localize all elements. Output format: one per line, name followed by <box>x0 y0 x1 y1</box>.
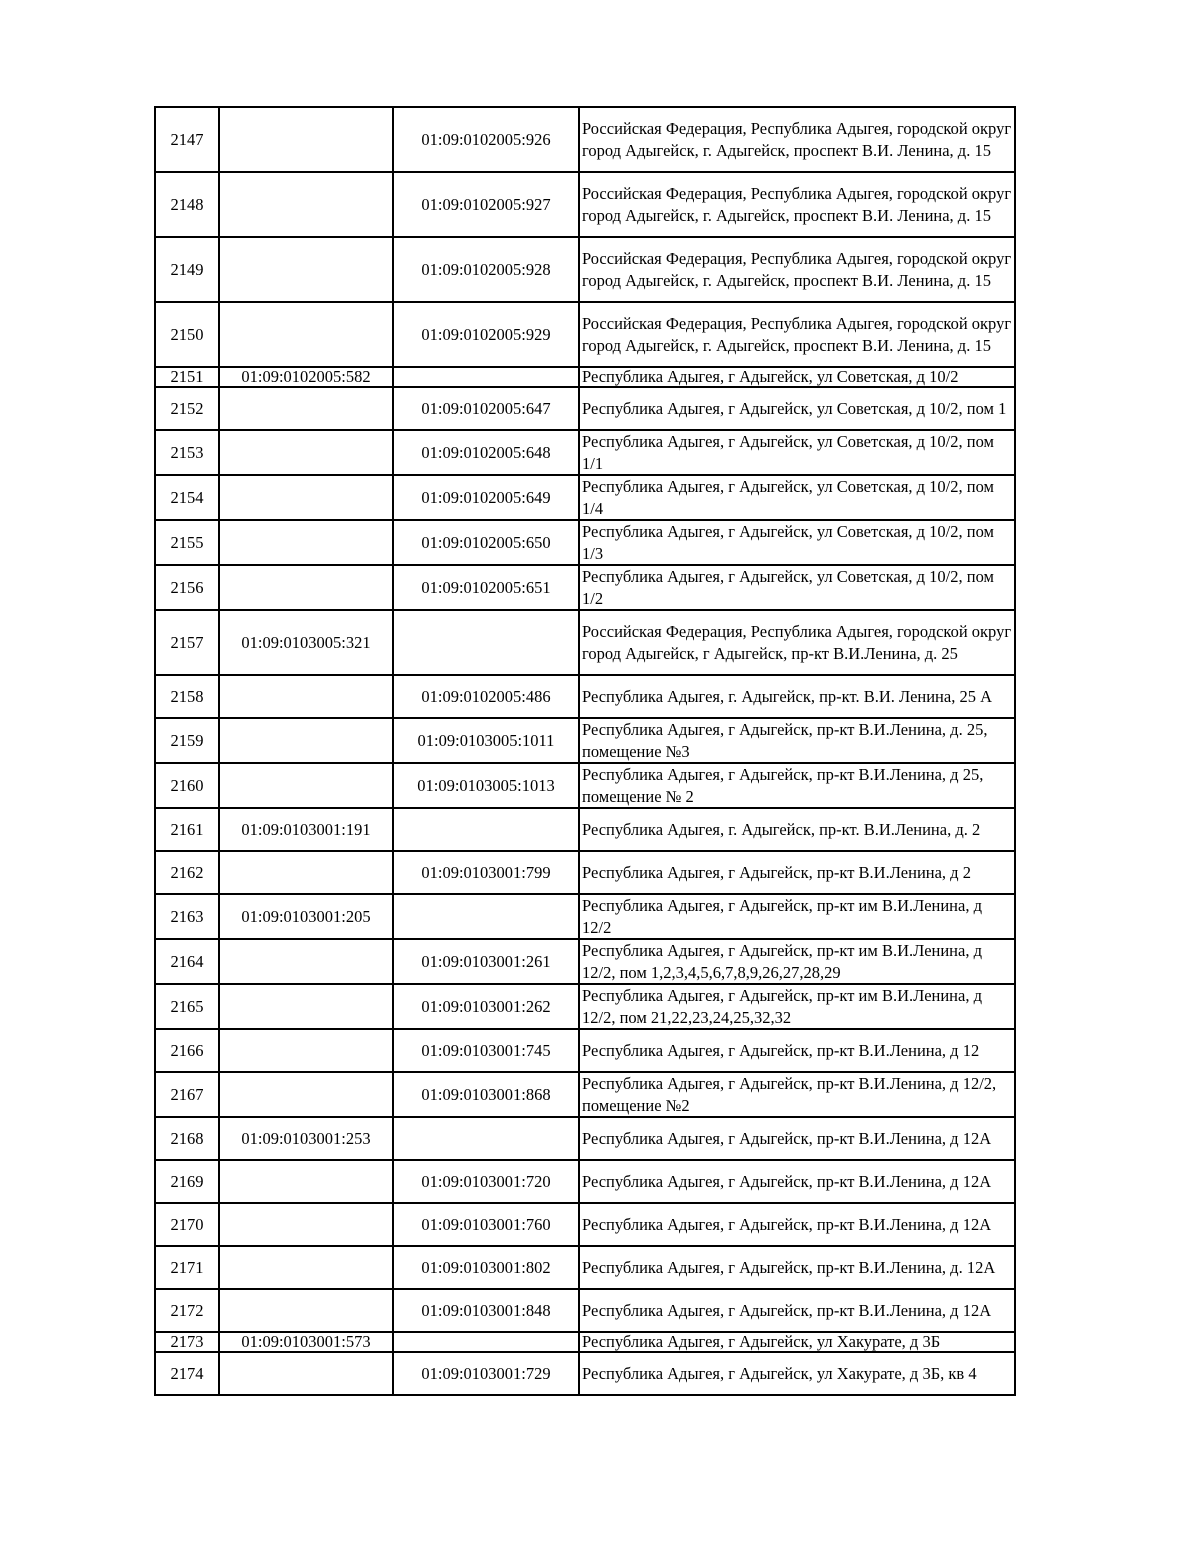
table-row <box>155 107 1015 172</box>
row-number: 2150 <box>155 302 219 367</box>
address: Республика Адыгея, г. Адыгейск, пр-кт. В.И. Ленина, 25 А <box>579 675 1015 718</box>
object-cadastral-number: 01:09:0103001:868 <box>393 1072 579 1117</box>
address: Республика Адыгея, г Адыгейск, пр-кт им В.И.Ленина, д 12/2, пом 1,2,3,4,5,6,7,8,9,26,27,28,29 <box>579 939 1015 984</box>
object-cadastral-number: 01:09:0102005:647 <box>393 387 579 430</box>
object-cadastral-number <box>393 367 579 387</box>
table-row <box>155 1160 1015 1203</box>
address: Республика Адыгея, г Адыгейск, ул Советская, д 10/2, пом 1 <box>579 387 1015 430</box>
row-number: 2167 <box>155 1072 219 1117</box>
row-number: 2156 <box>155 565 219 610</box>
address: Республика Адыгея, г Адыгейск, пр-кт В.И.Ленина, д. 25, помещение №3 <box>579 718 1015 763</box>
land-cadastral-number <box>219 851 393 894</box>
object-cadastral-number: 01:09:0102005:651 <box>393 565 579 610</box>
land-cadastral-number: 01:09:0103001:573 <box>219 1332 393 1352</box>
address: Республика Адыгея, г Адыгейск, пр-кт им В.И.Ленина, д 12/2, пом 21,22,23,24,25,32,32 <box>579 984 1015 1029</box>
address: Российская Федерация, Республика Адыгея, городской округ город Адыгейск, г. Адыгейск, проспект В.И. Ленина, д. 15 <box>579 237 1015 302</box>
address: Республика Адыгея, г Адыгейск, ул Советская, д 10/2, пом 1/3 <box>579 520 1015 565</box>
object-cadastral-number <box>393 1332 579 1352</box>
address: Республика Адыгея, г Адыгейск, пр-кт В.И.Ленина, д 12А <box>579 1203 1015 1246</box>
row-number: 2155 <box>155 520 219 565</box>
land-cadastral-number: 01:09:0103001:191 <box>219 808 393 851</box>
land-cadastral-number <box>219 1352 393 1395</box>
row-number: 2147 <box>155 107 219 172</box>
object-cadastral-number: 01:09:0102005:929 <box>393 302 579 367</box>
row-number: 2153 <box>155 430 219 475</box>
object-cadastral-number: 01:09:0103001:720 <box>393 1160 579 1203</box>
row-number: 2168 <box>155 1117 219 1160</box>
object-cadastral-number <box>393 1117 579 1160</box>
land-cadastral-number <box>219 1246 393 1289</box>
row-number: 2161 <box>155 808 219 851</box>
row-number: 2172 <box>155 1289 219 1332</box>
table-row <box>155 1352 1015 1395</box>
land-cadastral-number <box>219 172 393 237</box>
land-cadastral-number <box>219 763 393 808</box>
row-number: 2169 <box>155 1160 219 1203</box>
table-row <box>155 1117 1015 1160</box>
land-cadastral-number <box>219 1289 393 1332</box>
object-cadastral-number: 01:09:0103001:799 <box>393 851 579 894</box>
address: Республика Адыгея, г Адыгейск, пр-кт В.И.Ленина, д 2 <box>579 851 1015 894</box>
land-cadastral-number <box>219 475 393 520</box>
address: Республика Адыгея, г Адыгейск, пр-кт В.И.Ленина, д 12А <box>579 1117 1015 1160</box>
row-number: 2157 <box>155 610 219 675</box>
land-cadastral-number <box>219 302 393 367</box>
table-row <box>155 610 1015 675</box>
object-cadastral-number: 01:09:0103001:729 <box>393 1352 579 1395</box>
address: Российская Федерация, Республика Адыгея, городской округ город Адыгейск, г Адыгейск, пр-кт В.И.Ленина, д. 25 <box>579 610 1015 675</box>
address: Республика Адыгея, г Адыгейск, пр-кт В.И.Ленина, д. 12А <box>579 1246 1015 1289</box>
object-cadastral-number: 01:09:0102005:926 <box>393 107 579 172</box>
row-number: 2163 <box>155 894 219 939</box>
row-number: 2166 <box>155 1029 219 1072</box>
object-cadastral-number: 01:09:0102005:648 <box>393 430 579 475</box>
land-cadastral-number <box>219 984 393 1029</box>
object-cadastral-number: 01:09:0102005:928 <box>393 237 579 302</box>
address: Республика Адыгея, г Адыгейск, пр-кт В.И.Ленина, д 12А <box>579 1289 1015 1332</box>
registry-table-body <box>155 107 1015 1395</box>
land-cadastral-number <box>219 237 393 302</box>
row-number: 2148 <box>155 172 219 237</box>
row-number: 2159 <box>155 718 219 763</box>
row-number: 2152 <box>155 387 219 430</box>
table-row <box>155 675 1015 718</box>
object-cadastral-number: 01:09:0103001:745 <box>393 1029 579 1072</box>
land-cadastral-number: 01:09:0103001:205 <box>219 894 393 939</box>
table-row <box>155 367 1015 387</box>
table-row <box>155 565 1015 610</box>
address: Российская Федерация, Республика Адыгея, городской округ город Адыгейск, г. Адыгейск, проспект В.И. Ленина, д. 15 <box>579 172 1015 237</box>
land-cadastral-number <box>219 387 393 430</box>
row-number: 2158 <box>155 675 219 718</box>
land-cadastral-number: 01:09:0103001:253 <box>219 1117 393 1160</box>
address: Республика Адыгея, г Адыгейск, пр-кт В.И.Ленина, д 25, помещение № 2 <box>579 763 1015 808</box>
address: Российская Федерация, Республика Адыгея, городской округ город Адыгейск, г. Адыгейск, проспект В.И. Ленина, д. 15 <box>579 107 1015 172</box>
address: Республика Адыгея, г Адыгейск, ул Советская, д 10/2 <box>579 367 1015 387</box>
table-row <box>155 984 1015 1029</box>
table-row <box>155 387 1015 430</box>
row-number: 2173 <box>155 1332 219 1352</box>
table-row <box>155 1072 1015 1117</box>
land-cadastral-number: 01:09:0103005:321 <box>219 610 393 675</box>
table-row <box>155 1203 1015 1246</box>
object-cadastral-number: 01:09:0103005:1013 <box>393 763 579 808</box>
row-number: 2149 <box>155 237 219 302</box>
address: Российская Федерация, Республика Адыгея, городской округ город Адыгейск, г. Адыгейск, проспект В.И. Ленина, д. 15 <box>579 302 1015 367</box>
table-row <box>155 172 1015 237</box>
object-cadastral-number: 01:09:0103001:802 <box>393 1246 579 1289</box>
table-row <box>155 894 1015 939</box>
row-number: 2154 <box>155 475 219 520</box>
row-number: 2160 <box>155 763 219 808</box>
table-row <box>155 302 1015 367</box>
address: Республика Адыгея, г Адыгейск, ул Хакурате, д 3Б <box>579 1332 1015 1352</box>
object-cadastral-number: 01:09:0102005:486 <box>393 675 579 718</box>
land-cadastral-number <box>219 1029 393 1072</box>
row-number: 2171 <box>155 1246 219 1289</box>
land-cadastral-number <box>219 718 393 763</box>
land-cadastral-number <box>219 430 393 475</box>
object-cadastral-number: 01:09:0102005:649 <box>393 475 579 520</box>
land-cadastral-number <box>219 520 393 565</box>
table-row <box>155 939 1015 984</box>
row-number: 2162 <box>155 851 219 894</box>
address: Республика Адыгея, г Адыгейск, ул Советская, д 10/2, пом 1/1 <box>579 430 1015 475</box>
row-number: 2165 <box>155 984 219 1029</box>
table-row <box>155 1289 1015 1332</box>
object-cadastral-number: 01:09:0103001:760 <box>393 1203 579 1246</box>
address: Республика Адыгея, г Адыгейск, пр-кт В.И.Ленина, д 12А <box>579 1160 1015 1203</box>
table-row <box>155 1332 1015 1352</box>
table-row <box>155 718 1015 763</box>
table-row <box>155 808 1015 851</box>
land-cadastral-number: 01:09:0102005:582 <box>219 367 393 387</box>
address: Республика Адыгея, г Адыгейск, пр-кт В.И.Ленина, д 12/2, помещение №2 <box>579 1072 1015 1117</box>
address: Республика Адыгея, г Адыгейск, ул Советская, д 10/2, пом 1/2 <box>579 565 1015 610</box>
address: Республика Адыгея, г. Адыгейск, пр-кт. В.И.Ленина, д. 2 <box>579 808 1015 851</box>
table-row <box>155 1029 1015 1072</box>
table-row <box>155 430 1015 475</box>
table-row <box>155 520 1015 565</box>
address: Республика Адыгея, г Адыгейск, пр-кт В.И.Ленина, д 12 <box>579 1029 1015 1072</box>
object-cadastral-number <box>393 808 579 851</box>
land-cadastral-number <box>219 939 393 984</box>
land-cadastral-number <box>219 1072 393 1117</box>
address: Республика Адыгея, г Адыгейск, ул Хакурате, д 3Б, кв 4 <box>579 1352 1015 1395</box>
row-number: 2164 <box>155 939 219 984</box>
address: Республика Адыгея, г Адыгейск, ул Советская, д 10/2, пом 1/4 <box>579 475 1015 520</box>
land-cadastral-number <box>219 565 393 610</box>
land-cadastral-number <box>219 107 393 172</box>
table-row <box>155 475 1015 520</box>
table-row <box>155 851 1015 894</box>
property-registry-table <box>154 106 1016 1396</box>
object-cadastral-number <box>393 894 579 939</box>
object-cadastral-number: 01:09:0102005:650 <box>393 520 579 565</box>
object-cadastral-number <box>393 610 579 675</box>
land-cadastral-number <box>219 1160 393 1203</box>
land-cadastral-number <box>219 675 393 718</box>
table-row <box>155 763 1015 808</box>
table-row <box>155 237 1015 302</box>
object-cadastral-number: 01:09:0102005:927 <box>393 172 579 237</box>
row-number: 2174 <box>155 1352 219 1395</box>
object-cadastral-number: 01:09:0103001:848 <box>393 1289 579 1332</box>
address: Республика Адыгея, г Адыгейск, пр-кт им В.И.Ленина, д 12/2 <box>579 894 1015 939</box>
object-cadastral-number: 01:09:0103001:262 <box>393 984 579 1029</box>
row-number: 2151 <box>155 367 219 387</box>
table-row <box>155 1246 1015 1289</box>
object-cadastral-number: 01:09:0103001:261 <box>393 939 579 984</box>
land-cadastral-number <box>219 1203 393 1246</box>
row-number: 2170 <box>155 1203 219 1246</box>
object-cadastral-number: 01:09:0103005:1011 <box>393 718 579 763</box>
